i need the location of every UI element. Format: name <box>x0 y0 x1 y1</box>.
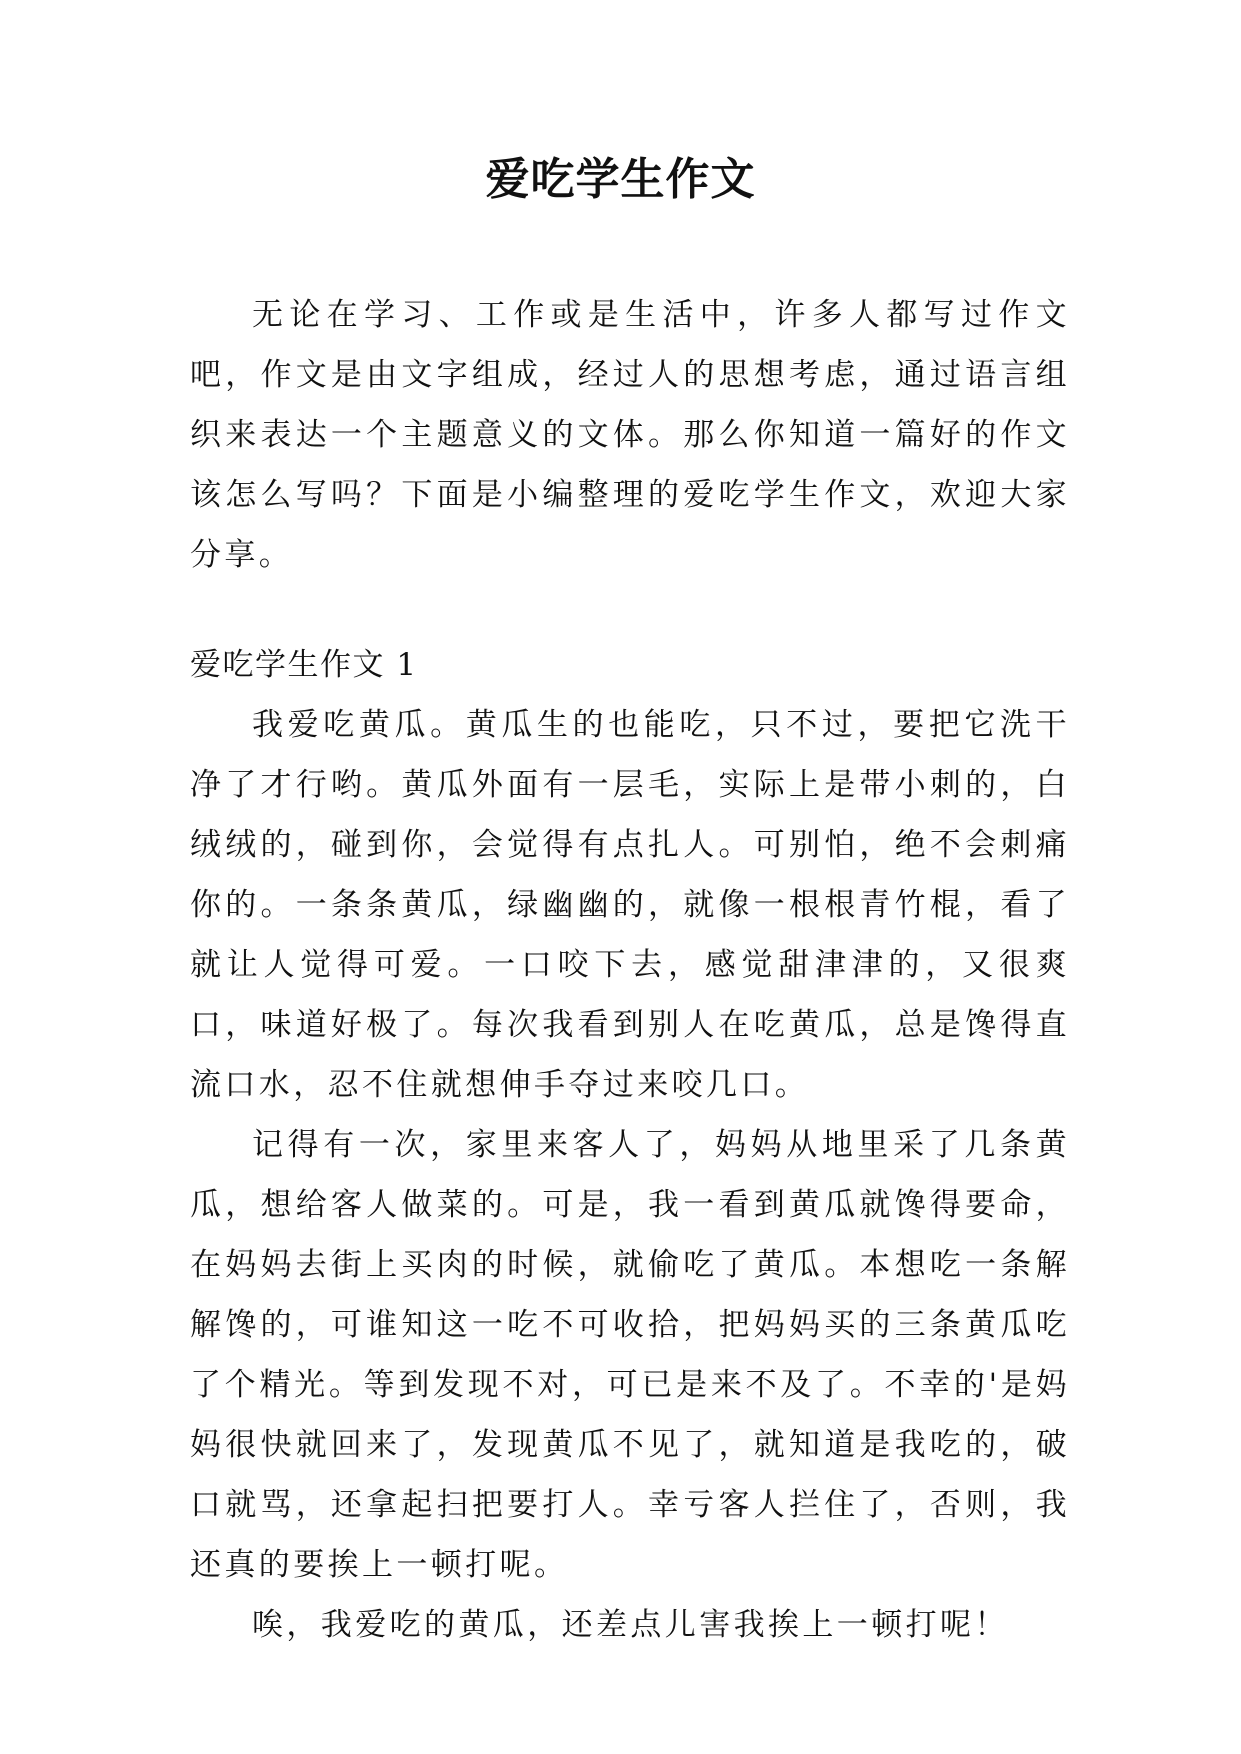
body-paragraph: 唉，我爱吃的黄瓜，还差点儿害我挨上一顿打呢！ <box>252 1607 1009 1643</box>
section-heading: 爱吃学生作文 1 <box>190 647 418 683</box>
document-body <box>190 285 1070 1655</box>
body-paragraph: 记得有一次，家里来客人了，妈妈从地里采了几条黄瓜，想给客人做菜的。可是，我一看到黄瓜就馋得要命，在妈妈去街上买肉的时候，就偷吃了黄瓜。本想吃一条解解馋的，可谁知这一吃不可收拾，把妈妈买的三条黄瓜吃了个精光。等到发现不对，可已是来不及了。不幸的'是妈妈很快就回来了，发现黄瓜不见了，就知道是我吃的，破口就骂，还拿起扫把要打人。幸亏客人拦住了，否则，我还真的要挨上一顿打呢。 <box>190 1127 1070 1583</box>
intro-paragraph: 无论在学习、工作或是生活中，许多人都写过作文吧，作文是由文字组成，经过人的思想考虑，通过语言组织来表达一个主题意义的文体。那么你知道一篇好的作文该怎么写吗？下面是小编整理的爱吃学生作文，欢迎大家分享。 <box>190 297 1070 573</box>
body-paragraph: 我爱吃黄瓜。黄瓜生的也能吃，只不过，要把它洗干净了才行哟。黄瓜外面有一层毛，实际上是带小刺的，白绒绒的，碰到你，会觉得有点扎人。可别怕，绝不会刺痛你的。一条条黄瓜，绿幽幽的，就像一根根青竹棍，看了就让人觉得可爱。一口咬下去，感觉甜津津的，又很爽口，味道好极了。每次我看到别人在吃黄瓜，总是馋得直流口水，忍不住就想伸手夺过来咬几口。 <box>190 707 1070 1103</box>
document-title: 爱吃学生作文 <box>485 154 756 205</box>
